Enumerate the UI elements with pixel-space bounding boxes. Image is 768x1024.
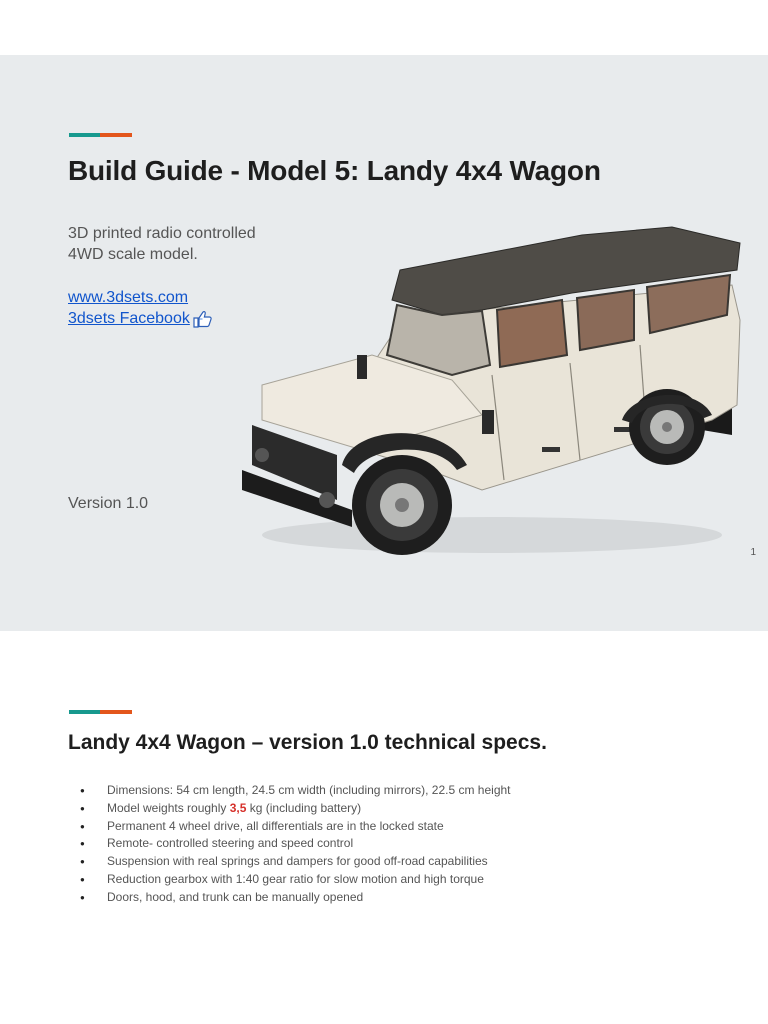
facebook-link[interactable]: 3dsets Facebook — [68, 310, 190, 327]
accent-bar — [69, 133, 132, 137]
spec-item-control: ● Remote- controlled steering and speed control — [80, 835, 511, 853]
weight-suffix: kg (including battery) — [246, 800, 362, 815]
version-label: Version 1.0 — [68, 495, 149, 512]
links-block — [68, 287, 213, 329]
spec-item-weight — [80, 800, 511, 818]
specs-title: Landy 4x4 Wagon – version 1.0 technical specs. — [68, 731, 547, 754]
facebook-link-row — [68, 308, 213, 329]
spec-item-drive: ● Permanent 4 wheel drive, all differentials are in the locked state — [80, 818, 511, 836]
accent-bar-orange — [100, 133, 132, 137]
thumbs-up-icon[interactable] — [193, 310, 213, 328]
title-slide — [0, 55, 768, 631]
page-number: 1 — [750, 547, 756, 558]
slide-title: Build Guide - Model 5: Landy 4x4 Wagon — [68, 155, 601, 186]
weight-value: 3,5 — [229, 800, 247, 815]
weight-prefix: Model weights roughly — [107, 800, 230, 815]
spec-item-dimensions: ● Dimensions: 54 cm length, 24.5 cm width (including mirrors), 22.5 cm height — [80, 782, 511, 800]
subtitle-line-1: 3D printed radio controlled — [68, 225, 256, 242]
accent-bar-2 — [69, 710, 132, 714]
accent-bar-teal — [69, 133, 100, 137]
accent-bar-2-teal — [69, 710, 100, 714]
subtitle-line-2: 4WD scale model. — [68, 246, 198, 263]
accent-bar-2-orange — [100, 710, 132, 714]
specs-list — [80, 782, 511, 907]
spec-item-doors: ● Doors, hood, and trunk can be manually opened — [80, 889, 511, 907]
website-link[interactable]: www.3dsets.com — [68, 289, 189, 306]
slide-subtitle — [68, 223, 256, 265]
spec-item-gearbox: ● Reduction gearbox with 1:40 gear ratio for slow motion and high torque — [80, 871, 511, 889]
land-rover-wagon-illustration — [242, 215, 742, 567]
spec-item-suspension: ● Suspension with real springs and dampers for good off-road capabilities — [80, 853, 511, 871]
